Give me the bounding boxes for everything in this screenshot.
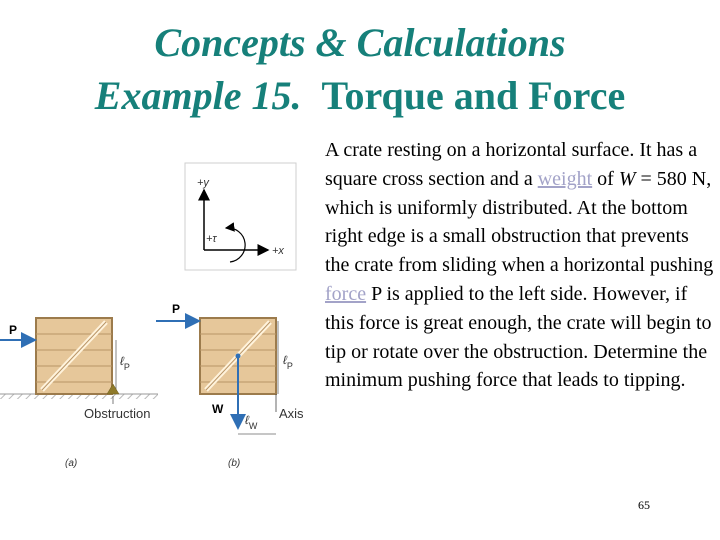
body-text-4: P is applied to the left side. However, if this force is great enough, the crate will begin to tip or rotate over the obstruction. Determine the minimum pushing force that leads to tipping. <box>325 282 712 392</box>
caption-a: (a) <box>65 458 78 469</box>
weight-variable: W <box>618 167 636 190</box>
title-subject: Torque and Force <box>321 73 626 118</box>
title-example-label: Example 15. <box>94 73 302 118</box>
force-p-label-b: P <box>172 302 181 316</box>
caption-b: (b) <box>228 458 241 469</box>
torque-label: +τ <box>206 233 217 245</box>
center-of-gravity-dot <box>236 354 241 359</box>
lever-p-label-b: ℓ$_P$ <box>283 353 293 371</box>
body-text-2: of <box>592 167 619 190</box>
force-p-label-a: P <box>9 323 18 337</box>
x-axis-label: +x <box>272 245 284 257</box>
title-line-2 <box>0 73 720 119</box>
axes-diagram <box>185 163 296 270</box>
title-line-1: Concepts & Calculations <box>154 20 566 65</box>
link-force[interactable]: force <box>325 282 367 305</box>
obstruction-label: Obstruction <box>84 406 151 421</box>
panel-a <box>0 318 158 469</box>
page-number: 65 <box>638 498 650 512</box>
problem-text <box>325 136 717 395</box>
lever-p-label-a: ℓ$_P$ <box>120 354 130 372</box>
panel-b <box>156 302 304 469</box>
lever-w-label: ℓ$_W$ <box>245 413 258 431</box>
crate-figure <box>0 150 310 480</box>
body-text-1: A crate resting on a horizontal surface. It has a square cross section and a <box>325 139 698 190</box>
crate-a <box>36 318 112 394</box>
link-weight[interactable]: weight <box>537 167 593 190</box>
body-text-3: = 580 N, which is uniformly distributed. At the bottom right edge is a small obstruction that prevents the crate from sliding when a horizontal pushing <box>325 167 714 277</box>
y-axis-label: +y <box>197 177 209 189</box>
axis-label: Axis <box>279 406 304 421</box>
weight-label: W <box>212 402 224 416</box>
